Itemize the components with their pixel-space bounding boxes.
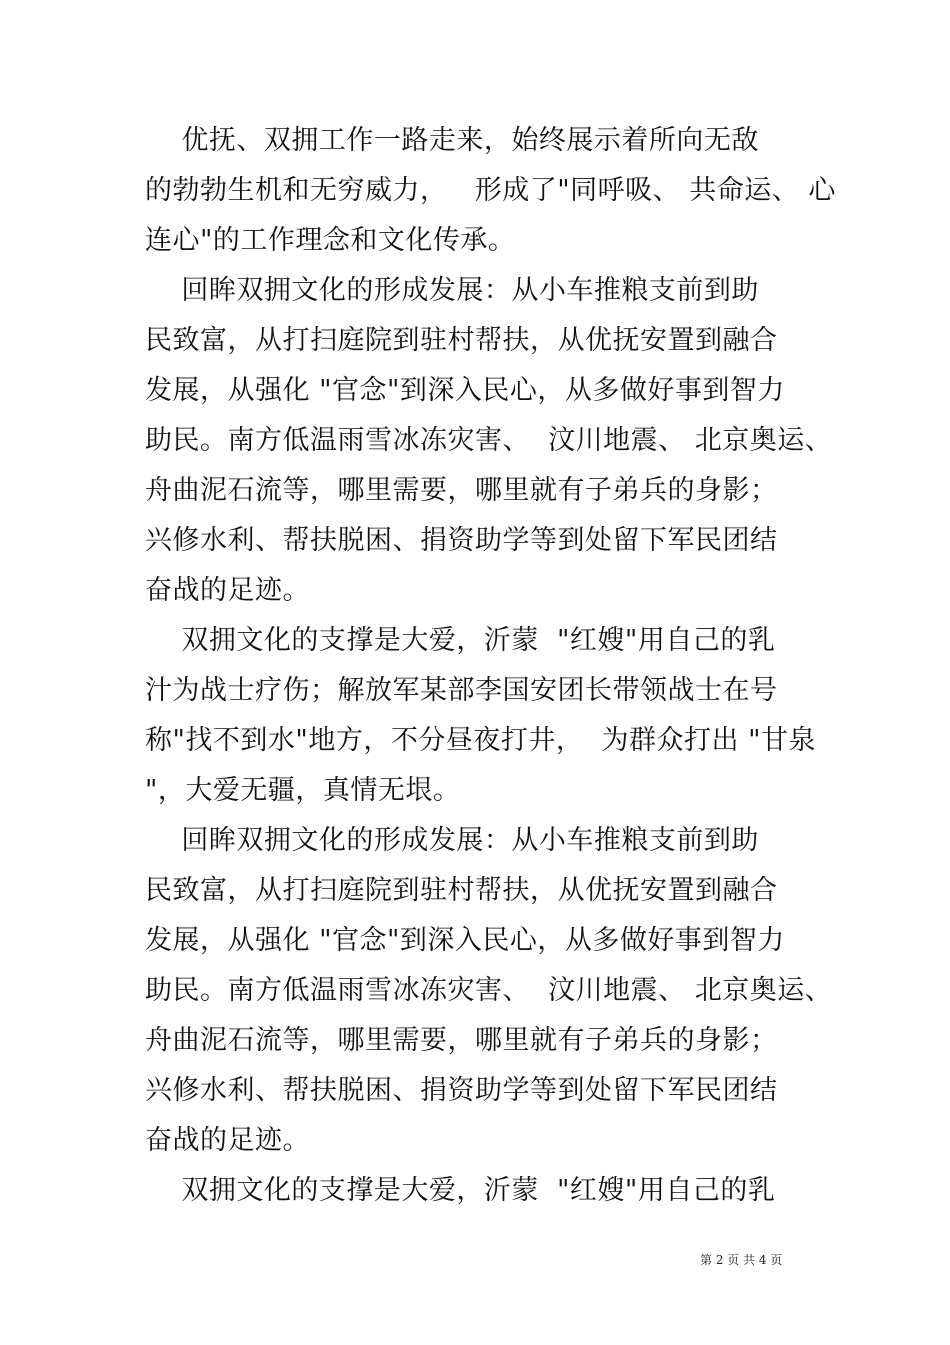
text-line: 的勃勃生机和无穷威力， 形成了"同呼吸、 共命运、 心: [145, 175, 836, 206]
text-line: 舟曲泥石流等，哪里需要，哪里就有子弟兵的身影；: [145, 1025, 778, 1056]
text-line: 双拥文化的支撑是大爱，沂蒙 "红嫂"用自己的乳: [145, 625, 776, 656]
text-line: 助民。南方低温雨雪冰冻灾害、 汶川地震、 北京奥运、: [145, 425, 833, 456]
text-line: 奋战的足迹。: [145, 1125, 310, 1156]
text-line: 奋战的足迹。: [145, 575, 310, 606]
text-line: 优抚、双拥工作一路走来，始终展示着所向无敌: [145, 125, 759, 156]
text-line: 连心"的工作理念和文化传承。: [145, 225, 516, 256]
text-line: 民致富，从打扫庭院到驻村帮扶，从优抚安置到融合: [145, 875, 778, 906]
text-line: 回眸双拥文化的形成发展：从小车推粮支前到助: [145, 825, 759, 856]
text-line: 发展，从强化 "官念"到深入民心，从多做好事到智力: [145, 375, 785, 406]
text-line: 助民。南方低温雨雪冰冻灾害、 汶川地震、 北京奥运、: [145, 975, 833, 1006]
text-line: 回眸双拥文化的形成发展：从小车推粮支前到助: [145, 275, 759, 306]
text-line: 汁为战士疗伤；解放军某部李国安团长带领战士在号: [145, 675, 778, 706]
text-line: 称"找不到水"地方，不分昼夜打井， 为群众打出 "甘泉: [145, 725, 817, 756]
text-line: 民致富，从打扫庭院到驻村帮扶，从优抚安置到融合: [145, 325, 778, 356]
text-line: 舟曲泥石流等，哪里需要，哪里就有子弟兵的身影；: [145, 475, 778, 506]
text-line: 兴修水利、帮扶脱困、捐资助学等到处留下军民团结: [145, 525, 778, 556]
text-line: 发展，从强化 "官念"到深入民心，从多做好事到智力: [145, 925, 785, 956]
text-line: 兴修水利、帮扶脱困、捐资助学等到处留下军民团结: [145, 1075, 778, 1106]
page-number-footer: 第 2 页 共 4 页: [700, 1253, 783, 1267]
text-line: 双拥文化的支撑是大爱，沂蒙 "红嫂"用自己的乳: [145, 1175, 776, 1206]
text-line: "，大爱无疆，真情无垠。: [145, 775, 461, 806]
